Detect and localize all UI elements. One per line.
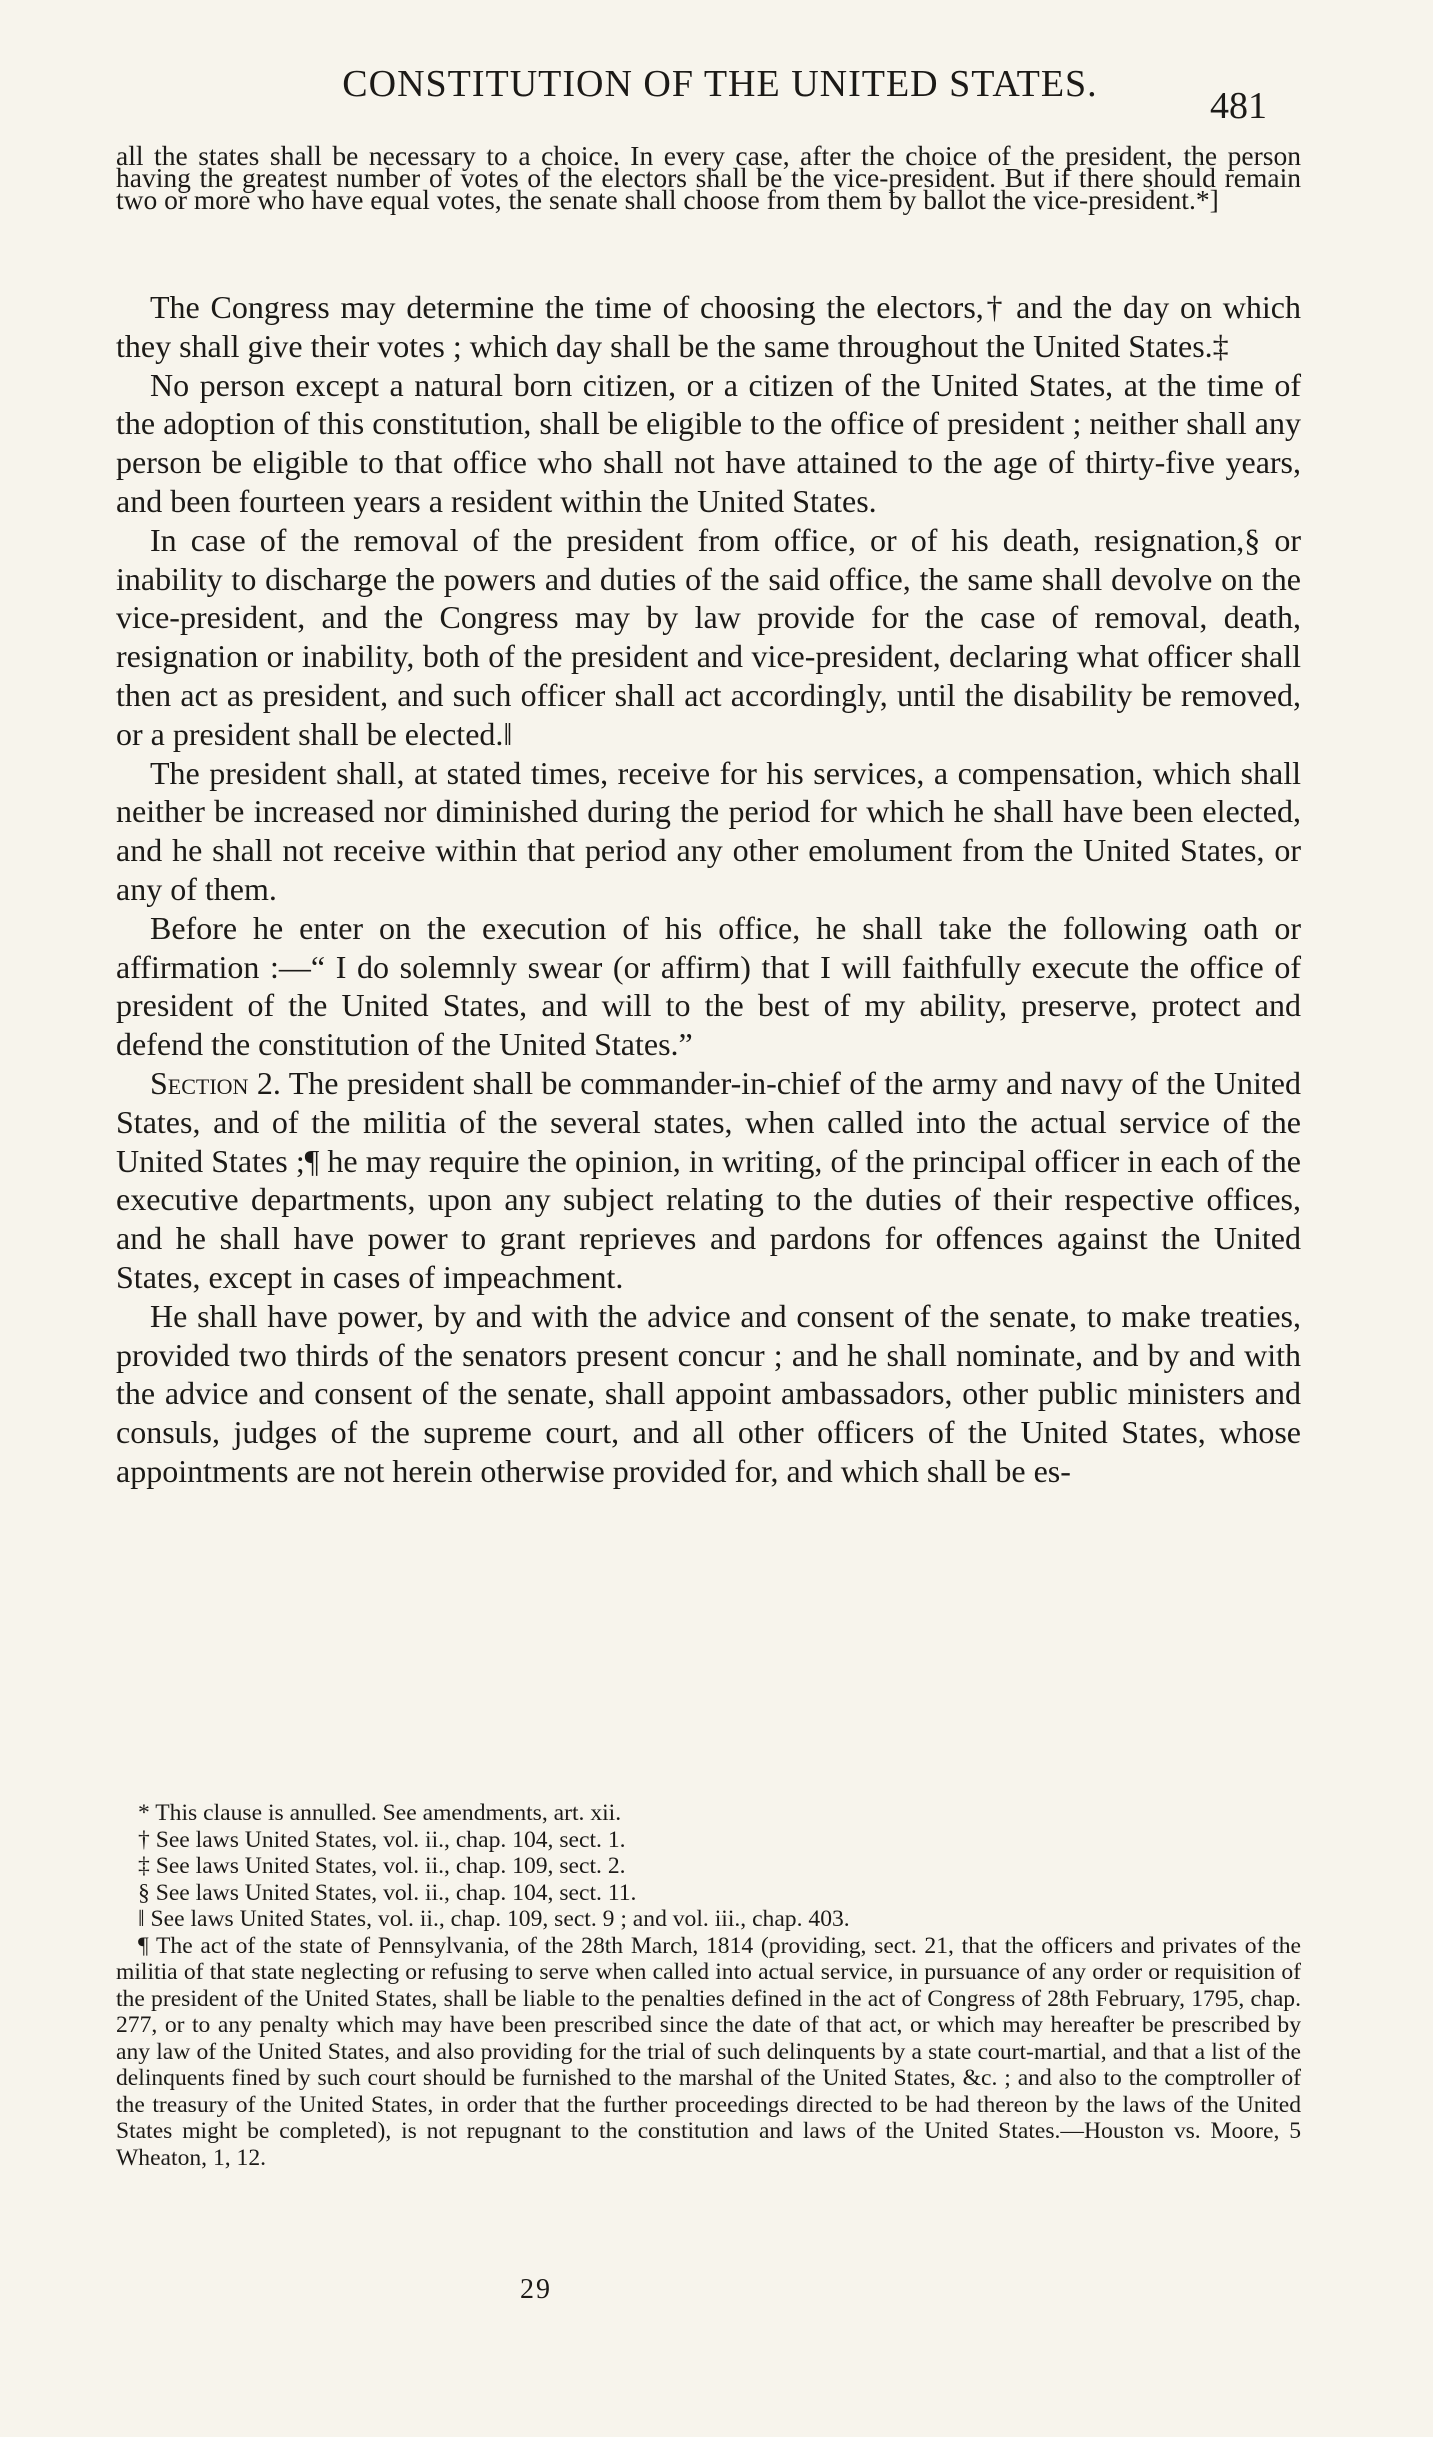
paragraph-section-2 — [116, 1064, 1301, 1297]
footnote-pilcrow: ¶ The act of the state of Pennsylvania, of the 28th March, 1814 (providing, sect. 21, that the officers and privates of the militia of that state neglecting or refusing to serve when called into actual service, in pursuance of any order or requisition of the president of the United States, shall be liable to the penalties defined in the act of Congress of 28th February, 1795, chap. 277, or to any penalty which may have been prescribed since the date of that act, or which may hereafter be prescribed by any law of the United States, and also providing for the trial of such delinquents by a state court-martial, and that a list of the delinquents fined by such court should be furnished to the marshal of the United States, &c. ; and also to the comptroller of the treasury of the United States, in order that the further proceedings directed to be had thereon by the laws of the United States might be completed), is not repugnant to the constitution and laws of the United States.—Houston vs. Moore, 5 Wheaton, 1, 12. — [116, 1932, 1301, 2171]
signature-mark: 29 — [520, 2274, 552, 2305]
footnote-double-dagger: ‡ See laws United States, vol. ii., chap. 109, sect. 2. — [138, 1853, 626, 1879]
paragraph-succession: In case of the removal of the president from office, or of his death, resignation,§ or inability to discharge the powers and duties of the said office, the same shall devolve on the vice-president, and the Congress may by law provide for the case of removal, death, resignation or inability, both of the president and vice-president, declaring what officer shall then act as president, and such officer shall act accordingly, until the disability be removed, or a president shall be elected.‖ — [116, 521, 1301, 752]
running-head-title: CONSTITUTION OF THE UNITED STATES. — [342, 63, 1098, 105]
footnotes-block — [116, 1800, 1301, 2171]
main-text-block — [116, 288, 1301, 1491]
paragraph-oath: Before he enter on the execution of his office, he shall take the following oath or affirmation :—“ I do solemnly swear (or affirm) that I will faithfully execute the office of president of the United States, and will to the best of my ability, preserve, protect and defend the constitution of the United States.” — [116, 909, 1301, 1063]
footnote-dagger: † See laws United States, vol. ii., chap. 104, sect. 1. — [138, 1826, 626, 1853]
paragraph-treaties: He shall have power, by and with the advice and consent of the senate, to make treaties, provided two thirds of the senators present concur ; and he shall nominate, and by and with the advice and consent of the senate, shall appoint ambassadors, other public ministers and consuls, judges of the supreme court, and all other officers of the United States, whose appointments are not herein otherwise provided for, and which shall be es- — [116, 1297, 1301, 1489]
section-2-text: The president shall be commander-in-chief of the army and navy of the United States, and of the militia of the several states, when called into the actual service of the United States ;¶ he may require the opinion, in writing, of the principal officer in each of the executive departments, upon any subject relating to the duties of their respective offices, and he shall have power to grant reprieves and pardons for offences against the United States, except in cases of impeachment. — [116, 1064, 1301, 1295]
page-number: 481 — [1210, 85, 1267, 127]
paragraph-compensation: The president shall, at stated times, receive for his services, a compensation, which shall neither be increased nor diminished during the period for which he shall have been elected, and he shall not receive within that period any other emolument from the United States, or any of them. — [116, 754, 1301, 907]
intro-paragraph: all the states shall be necessary to a choice. In every case, after the choice of the president, the person having the greatest number of votes of the electors shall be the vice-president. But if there should remain two or more who have equal votes, the senate shall choose from them by ballot the vice-president.*] — [116, 140, 1301, 215]
footnote-section-sign: § See laws United States, vol. ii., chap. 104, sect. 11. — [138, 1879, 637, 1906]
footnote-parallel: ‖ See laws United States, vol. ii., chap. 109, sect. 9 ; and vol. iii., chap. 403. — [138, 1906, 850, 1932]
footnote-asterisk: * This clause is annulled. See amendments, art. xii. — [138, 1800, 622, 1826]
intro-paragraph-block — [116, 140, 1301, 215]
paragraph-eligibility: No person except a natural born citizen, or a citizen of the United States, at the time of the adoption of this constitution, shall be eligible to the office of president ; neither shall any person be eligible to that office who shall not have attained to the age of thirty-five years, and been fourteen years a resident within the United States. — [116, 366, 1301, 519]
section-label: Section 2. — [150, 1064, 281, 1101]
paragraph-electors: The Congress may determine the time of choosing the electors,† and the day on which they shall give their votes ; which day shall be the same throughout the United States.‡ — [116, 289, 1301, 364]
